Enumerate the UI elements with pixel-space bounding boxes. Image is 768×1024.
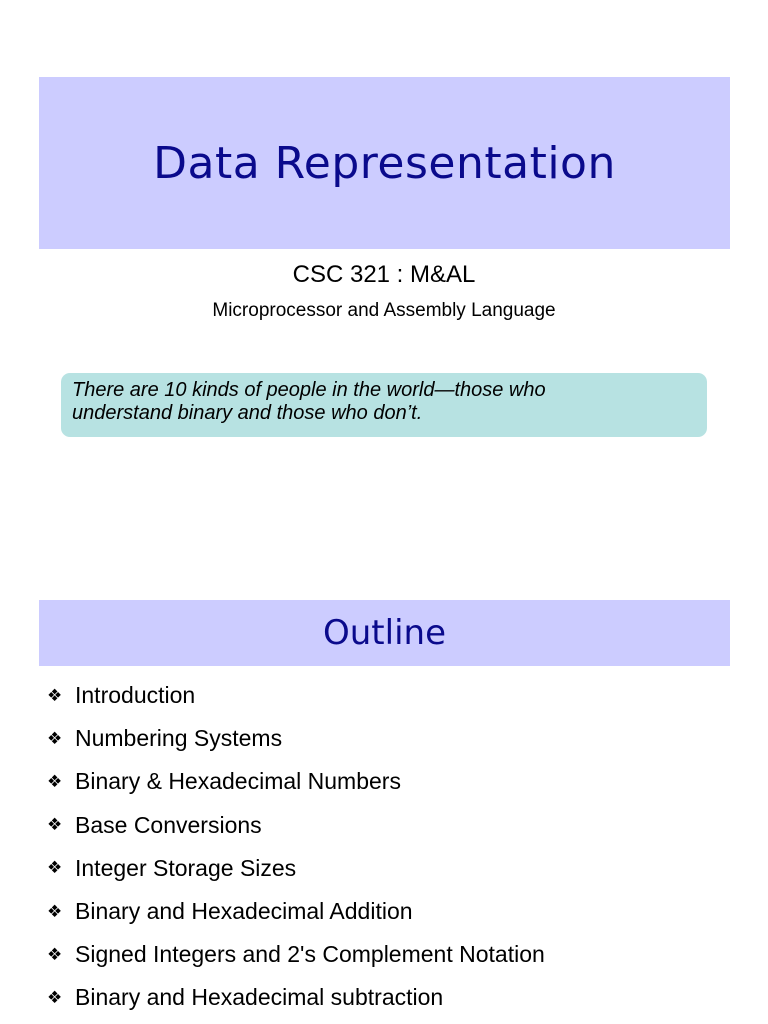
outline-item-label: Numbering Systems [75,725,283,752]
diamond-bullet-icon: ❖ [47,858,63,879]
outline-item-label: Binary and Hexadecimal subtraction [75,984,444,1011]
course-code: CSC 321 : M&AL [292,261,476,288]
quote-box [61,373,707,437]
outline-item [47,890,545,933]
outline-item [47,717,545,760]
outline-item [47,976,545,1019]
diamond-bullet-icon: ❖ [47,901,63,922]
diamond-bullet-icon: ❖ [47,815,63,836]
title-banner [39,77,730,249]
outline-title: Outline [322,613,446,653]
diamond-bullet-icon: ❖ [47,944,63,965]
diamond-bullet-icon: ❖ [47,771,63,792]
outline-item-label: Base Conversions [75,811,262,838]
slide-title: Data Representation [153,137,616,189]
outline-item [47,760,545,803]
outline-item-label: Binary and Hexadecimal Addition [75,898,413,925]
diamond-bullet-icon: ❖ [47,685,63,706]
outline-item [47,674,545,717]
course-name: Microprocessor and Assembly Language [212,300,556,321]
outline-banner [39,600,730,666]
outline-item-label: Integer Storage Sizes [75,854,297,881]
diamond-bullet-icon: ❖ [47,728,63,749]
outline-item-label: Signed Integers and 2's Complement Notation [75,941,545,968]
outline-list [47,674,545,1020]
quote-line-1: There are 10 kinds of people in the world—those who [72,379,546,401]
outline-item [47,847,545,890]
outline-item [47,804,545,847]
outline-item-label: Introduction [75,682,196,709]
diamond-bullet-icon: ❖ [47,987,63,1008]
quote-line-2: understand binary and those who don’t. [72,402,423,424]
outline-item-label: Binary & Hexadecimal Numbers [75,768,401,795]
outline-item [47,933,545,976]
